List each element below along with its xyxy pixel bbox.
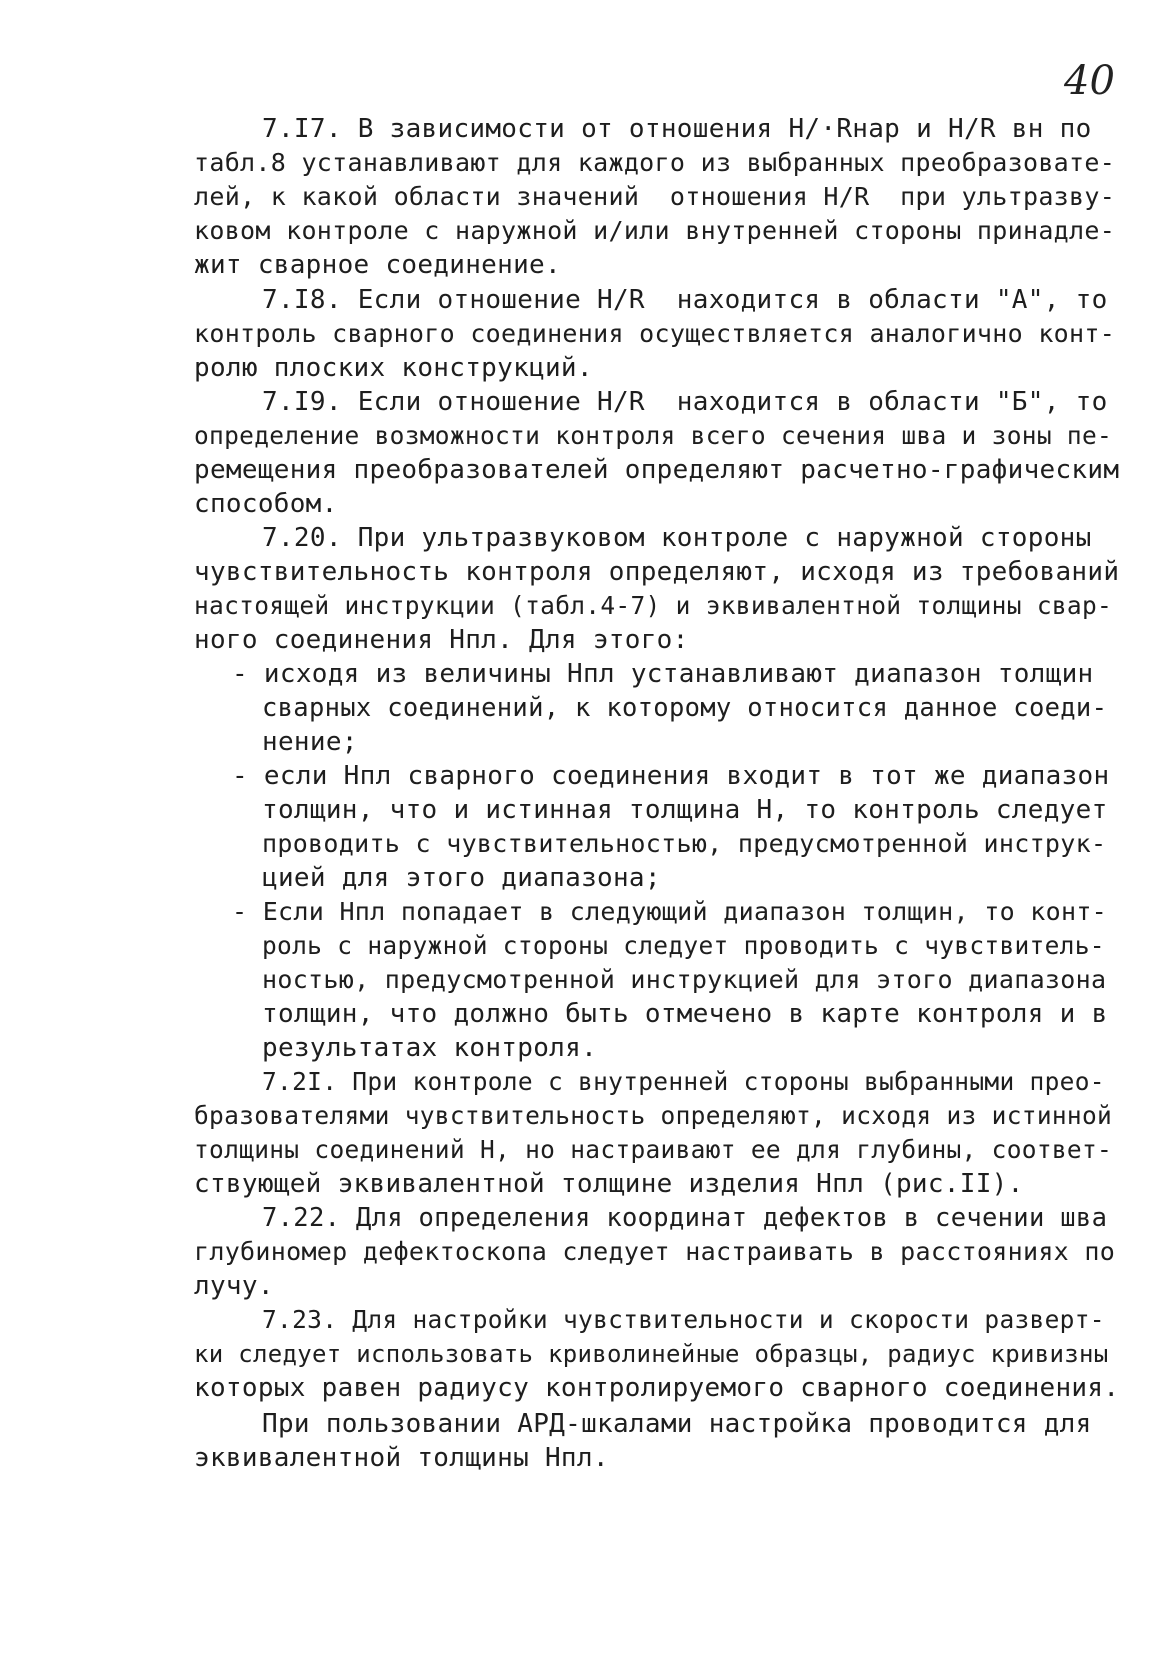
text-line: глубиномер дефектоскопа следует настраивать в расстояниях по bbox=[194, 1237, 1116, 1266]
text-line: ремещения преобразователей определяют расчетно-графическим bbox=[194, 455, 1120, 485]
list-item-line: цией для этого диапазона; bbox=[262, 863, 661, 893]
text-line: 7.2I. При контроле с внутренней стороны выбранными прео- bbox=[262, 1067, 1105, 1096]
text-line: контроль сварного соединения осуществляется аналогично конт- bbox=[194, 319, 1116, 348]
text-line: ного соединения Нпл. Для этого: bbox=[194, 625, 689, 655]
text-line: 7.22. Для определения координат дефектов в сечении шва bbox=[262, 1203, 1108, 1233]
list-item-line: - если Нпл сварного соединения входит в тот же диапазон bbox=[232, 761, 1110, 791]
list-item-line: роль с наружной стороны следует проводить с чувствитель- bbox=[262, 931, 1105, 960]
text-line: настоящей инструкции (табл.4-7) и эквивалентной толщины свар- bbox=[194, 591, 1113, 620]
text-line: ролю плоских конструкций. bbox=[194, 353, 593, 383]
text-line: ки следует использовать криволинейные образцы, радиус кривизны bbox=[194, 1340, 1109, 1368]
text-line: 7.23. Для настройки чувствительности и скорости разверт- bbox=[262, 1305, 1105, 1334]
text-line: жит сварное соединение. bbox=[194, 250, 561, 280]
list-item-line: - исходя из величины Нпл устанавливают диапазон толщин bbox=[232, 659, 1094, 689]
list-item-line: проводить с чувствительностью, предусмотренной инструк- bbox=[262, 829, 1107, 858]
text-line: ствующей эквивалентной толщине изделия Нпл (рис.II). bbox=[194, 1169, 1024, 1199]
text-line: 7.20. При ультразвуковом контроле с наружной стороны bbox=[262, 523, 1092, 553]
list-item-line: ностью, предусмотренной инструкцией для этого диапазона bbox=[262, 965, 1107, 994]
list-item-line: толщин, что и истинная толщина Н, то контроль следует bbox=[262, 795, 1108, 825]
text-line: бразователями чувствительность определяют, исходя из истинной bbox=[194, 1101, 1113, 1130]
text-line: эквивалентной толщины Нпл. bbox=[194, 1443, 609, 1473]
text-line: лучу. bbox=[194, 1271, 274, 1301]
list-item-line: - Если Нпл попадает в следующий диапазон толщин, то конт- bbox=[232, 897, 1108, 926]
text-line: При пользовании АРД-шкалами настройка проводится для bbox=[262, 1409, 1092, 1439]
text-line: толщины соединений Н, но настраивают ее для глубины, соответ- bbox=[194, 1135, 1113, 1164]
text-line: определение возможности контроля всего сечения шва и зоны пе- bbox=[194, 421, 1113, 450]
text-line: 7.I9. Если отношение Н/R находится в области "Б", то bbox=[262, 387, 1108, 417]
list-item-line: нение; bbox=[262, 727, 358, 757]
text-line: лей, к какой области значений отношения Н/R при ультразву- bbox=[194, 182, 1116, 211]
list-item-line: сварных соединений, к которому относится данное соеди- bbox=[262, 693, 1108, 723]
list-item-line: результатах контроля. bbox=[262, 1033, 598, 1063]
text-line: табл.8 устанавливают для каждого из выбранных преобразовате- bbox=[194, 148, 1116, 177]
text-line: ковом контроле с наружной и/или внутренней стороны принадле- bbox=[194, 216, 1116, 245]
page-number: 40 bbox=[1064, 58, 1115, 104]
text-line: способом. bbox=[194, 489, 338, 519]
text-line: чувствительность контроля определяют, исходя из требований bbox=[194, 557, 1120, 587]
text-line: 7.I8. Если отношение Н/R находится в области "А", то bbox=[262, 285, 1108, 315]
text-line: 7.I7. В зависимости от отношения Н/·Rнар и Н/R вн по bbox=[262, 114, 1092, 144]
list-item-line: толщин, что должно быть отмечено в карте контроля и в bbox=[262, 999, 1108, 1029]
text-line: которых равен радиусу контролируемого сварного соединения. bbox=[194, 1373, 1120, 1403]
